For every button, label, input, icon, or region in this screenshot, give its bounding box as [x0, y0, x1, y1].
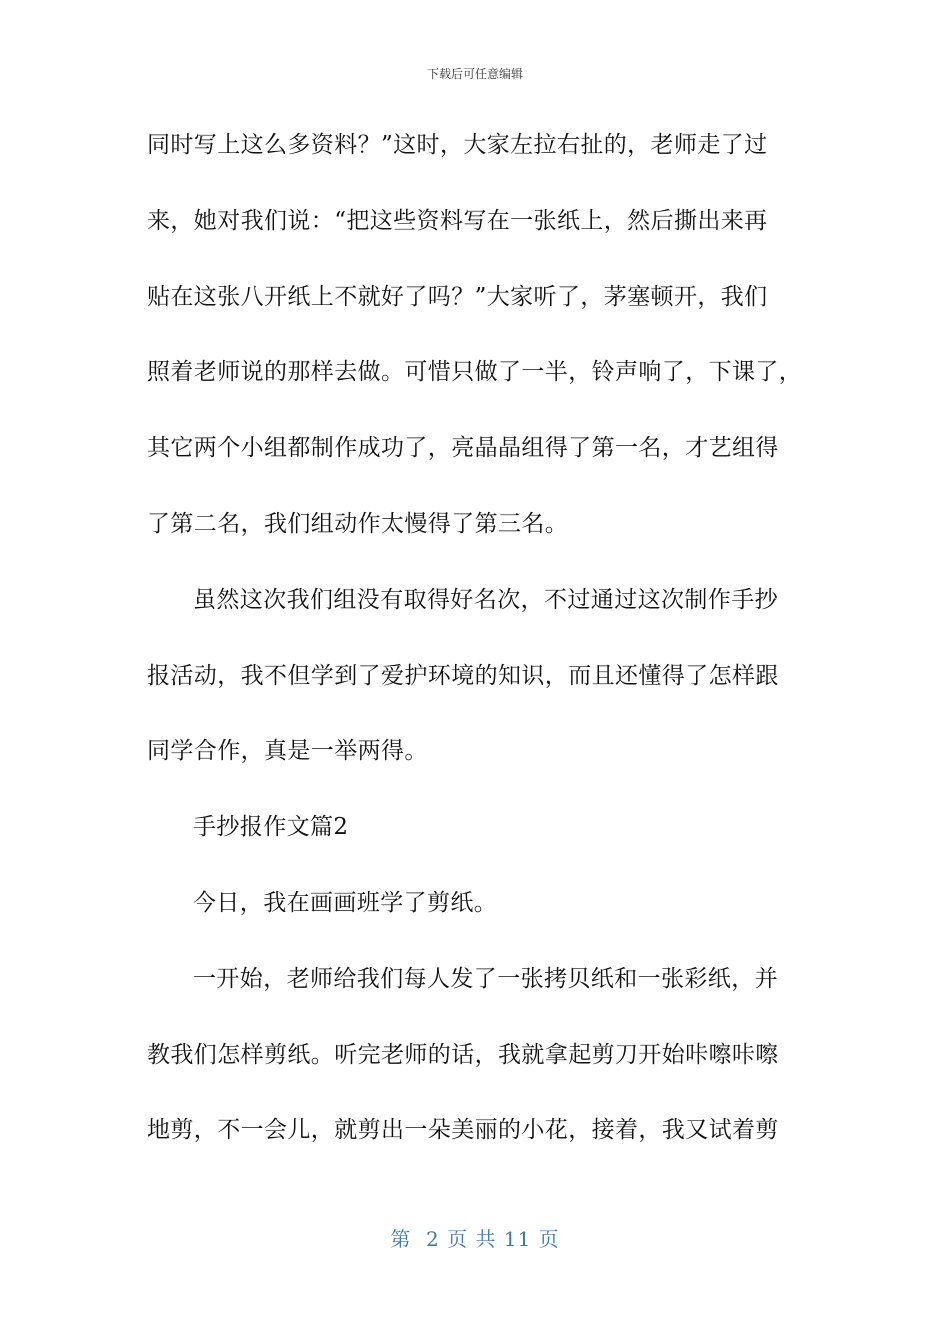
text-line: 报活动，我不但学到了爱护环境的知识，而且还懂得了怎样跟	[147, 662, 779, 689]
text-line: 地剪，不一会儿，就剪出一朵美丽的小花，接着，我又试着剪	[147, 1117, 779, 1144]
text-line: 了第二名，我们组动作太慢得了第三名。	[147, 510, 569, 537]
text-line: 同学合作，真是一举两得。	[147, 738, 428, 765]
document-body	[147, 126, 807, 1187]
text-line: 今日，我在画画班学了剪纸。	[193, 889, 498, 916]
page-header: 下载后可任意编辑	[426, 67, 523, 81]
text-line: 照着老师说的那样去做。可惜只做了一半，铃声响了，下课了，	[147, 359, 803, 386]
text-line: 一开始，老师给我们每人发了一张拷贝纸和一张彩纸，并	[193, 965, 778, 992]
text-line: 来，她对我们说：“把这些资料写在一张纸上，然后撕出来再	[147, 207, 768, 234]
page-number: 第 2 页 共 11 页	[390, 1227, 560, 1251]
text-line: 教我们怎样剪纸。听完老师的话，我就拿起剪刀开始咔嚓咔嚓	[147, 1041, 779, 1068]
section-heading: 手抄报作文篇2	[193, 814, 349, 841]
text-line: 贴在这张八开纸上不就好了吗？”大家听了，茅塞顿开，我们	[147, 283, 768, 310]
text-line: 同时写上这么多资料？”这时，大家左拉右扯的，老师走了过	[147, 132, 768, 158]
text-line: 其它两个小组都制作成功了，亮晶晶组得了第一名，才艺组得	[147, 435, 779, 462]
text-line: 虽然这次我们组没有取得好名次，不过通过这次制作手抄	[193, 586, 778, 613]
